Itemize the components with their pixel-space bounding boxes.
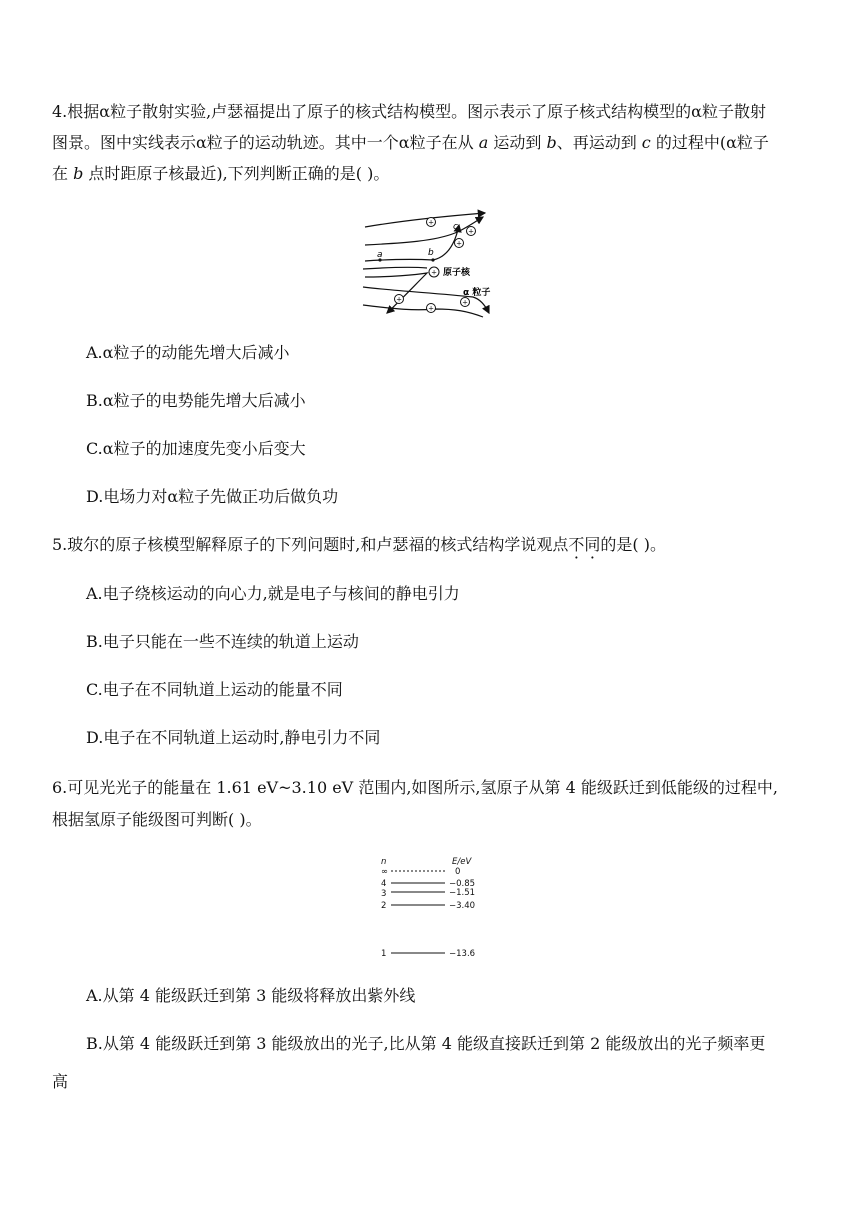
q6-option-b-continuation: 高 — [52, 1072, 69, 1091]
svg-text:+: + — [456, 239, 462, 248]
q4-option-c: C.α粒子的加速度先变小后变大 — [86, 439, 306, 458]
var-b: b — [73, 164, 84, 183]
level-n-4: 4 — [381, 879, 387, 889]
level-n-2: 2 — [381, 901, 387, 911]
label-b: b — [428, 248, 434, 258]
energy-level-diagram — [375, 855, 490, 965]
q6-option-b: B.从第 4 能级跃迁到第 3 能级放出的光子,比从第 4 能级直接跃迁到第 2 能级放出的光子频率更 — [86, 1034, 766, 1053]
trajectory-3 — [363, 267, 427, 269]
q4-stem-text: 点时距原子核最近),下列判断正确的是( )。 — [83, 164, 390, 183]
q5-option-d: D.电子在不同轨道上运动时,静电引力不同 — [86, 728, 381, 747]
n-header: n — [381, 857, 387, 867]
level-e-4: −0.85 — [449, 879, 476, 889]
emphasis-char: 同 — [584, 535, 601, 554]
q4-stem-line-1 — [52, 96, 812, 127]
svg-text:+: + — [462, 298, 468, 307]
q4-stem-text: 、再运动到 — [556, 133, 642, 152]
svg-text:+: + — [431, 268, 437, 277]
trajectory-1 — [365, 213, 485, 227]
energy-header: E/eV — [452, 857, 472, 867]
level-e-3: −1.51 — [449, 888, 476, 898]
q4-option-a: A.α粒子的动能先增大后减小 — [86, 343, 290, 362]
q4-stem-text: 在 — [52, 164, 74, 183]
q5-stem-text: 5.玻尔的原子核模型解释原子的下列问题时,和卢瑟福的核式结构学说观点 — [52, 535, 569, 554]
q4-stem-line-3 — [52, 158, 812, 189]
q6-option-a: A.从第 4 能级跃迁到第 3 能级将释放出紫外线 — [86, 986, 416, 1005]
label-a: a — [377, 250, 383, 260]
svg-text:+: + — [428, 304, 434, 313]
level-e-infinity: 0 — [455, 867, 461, 877]
q5-option-c: C.电子在不同轨道上运动的能量不同 — [86, 680, 343, 699]
var-b: b — [546, 133, 557, 152]
q4-option-d: D.电场力对α粒子先做正功后做负功 — [86, 487, 339, 506]
q4-stem-text: 的过程中(α粒子 — [650, 133, 769, 152]
q4-stem-text: 图景。图中实线表示α粒子的运动轨迹。其中一个α粒子在从 — [52, 133, 479, 152]
q6-stem-line-1: 6.可见光光子的能量在 1.61 eV~3.10 eV 范围内,如图所示,氢原子从第 4 能级跃迁到低能级的过程中, — [52, 778, 778, 797]
q5-option-b: B.电子只能在一些不连续的轨道上运动 — [86, 632, 359, 651]
level-e-2: −3.40 — [449, 901, 476, 911]
alpha-label: α 粒子 — [463, 288, 491, 298]
level-n-infinity: ∞ — [381, 867, 389, 877]
level-n-3: 3 — [381, 889, 387, 899]
level-e-1: −13.6 — [449, 949, 476, 959]
var-c: c — [641, 133, 651, 152]
trajectory-2 — [365, 217, 483, 245]
trajectory-deflected — [365, 273, 427, 313]
q5-stem — [52, 529, 812, 560]
q5-stem-text: 的是( )。 — [600, 535, 666, 554]
q4-stem-line-2 — [52, 127, 812, 158]
svg-text:+: + — [396, 295, 402, 304]
q6-stem-line-2: 根据氢原子能级图可判断( )。 — [52, 810, 262, 829]
q4-stem-text: 运动到 — [488, 133, 547, 152]
nucleus-label: 原子核 — [443, 268, 471, 278]
svg-text:+: + — [468, 227, 474, 236]
q4-stem-text: 4.根据α粒子散射实验,卢瑟福提出了原子的核式结构模型。图示表示了原子核式结构模型的α粒子散射 — [52, 102, 766, 121]
level-n-1: 1 — [381, 949, 387, 959]
q4-option-b: B.α粒子的电势能先增大后减小 — [86, 391, 306, 410]
q5-option-a: A.电子绕核运动的向心力,就是电子与核间的静电引力 — [86, 584, 460, 603]
alpha-scattering-figure — [355, 205, 505, 323]
emphasis-char: 不 — [568, 535, 585, 554]
svg-text:+: + — [428, 218, 434, 227]
label-c: c — [453, 222, 458, 232]
var-a: a — [478, 133, 489, 152]
